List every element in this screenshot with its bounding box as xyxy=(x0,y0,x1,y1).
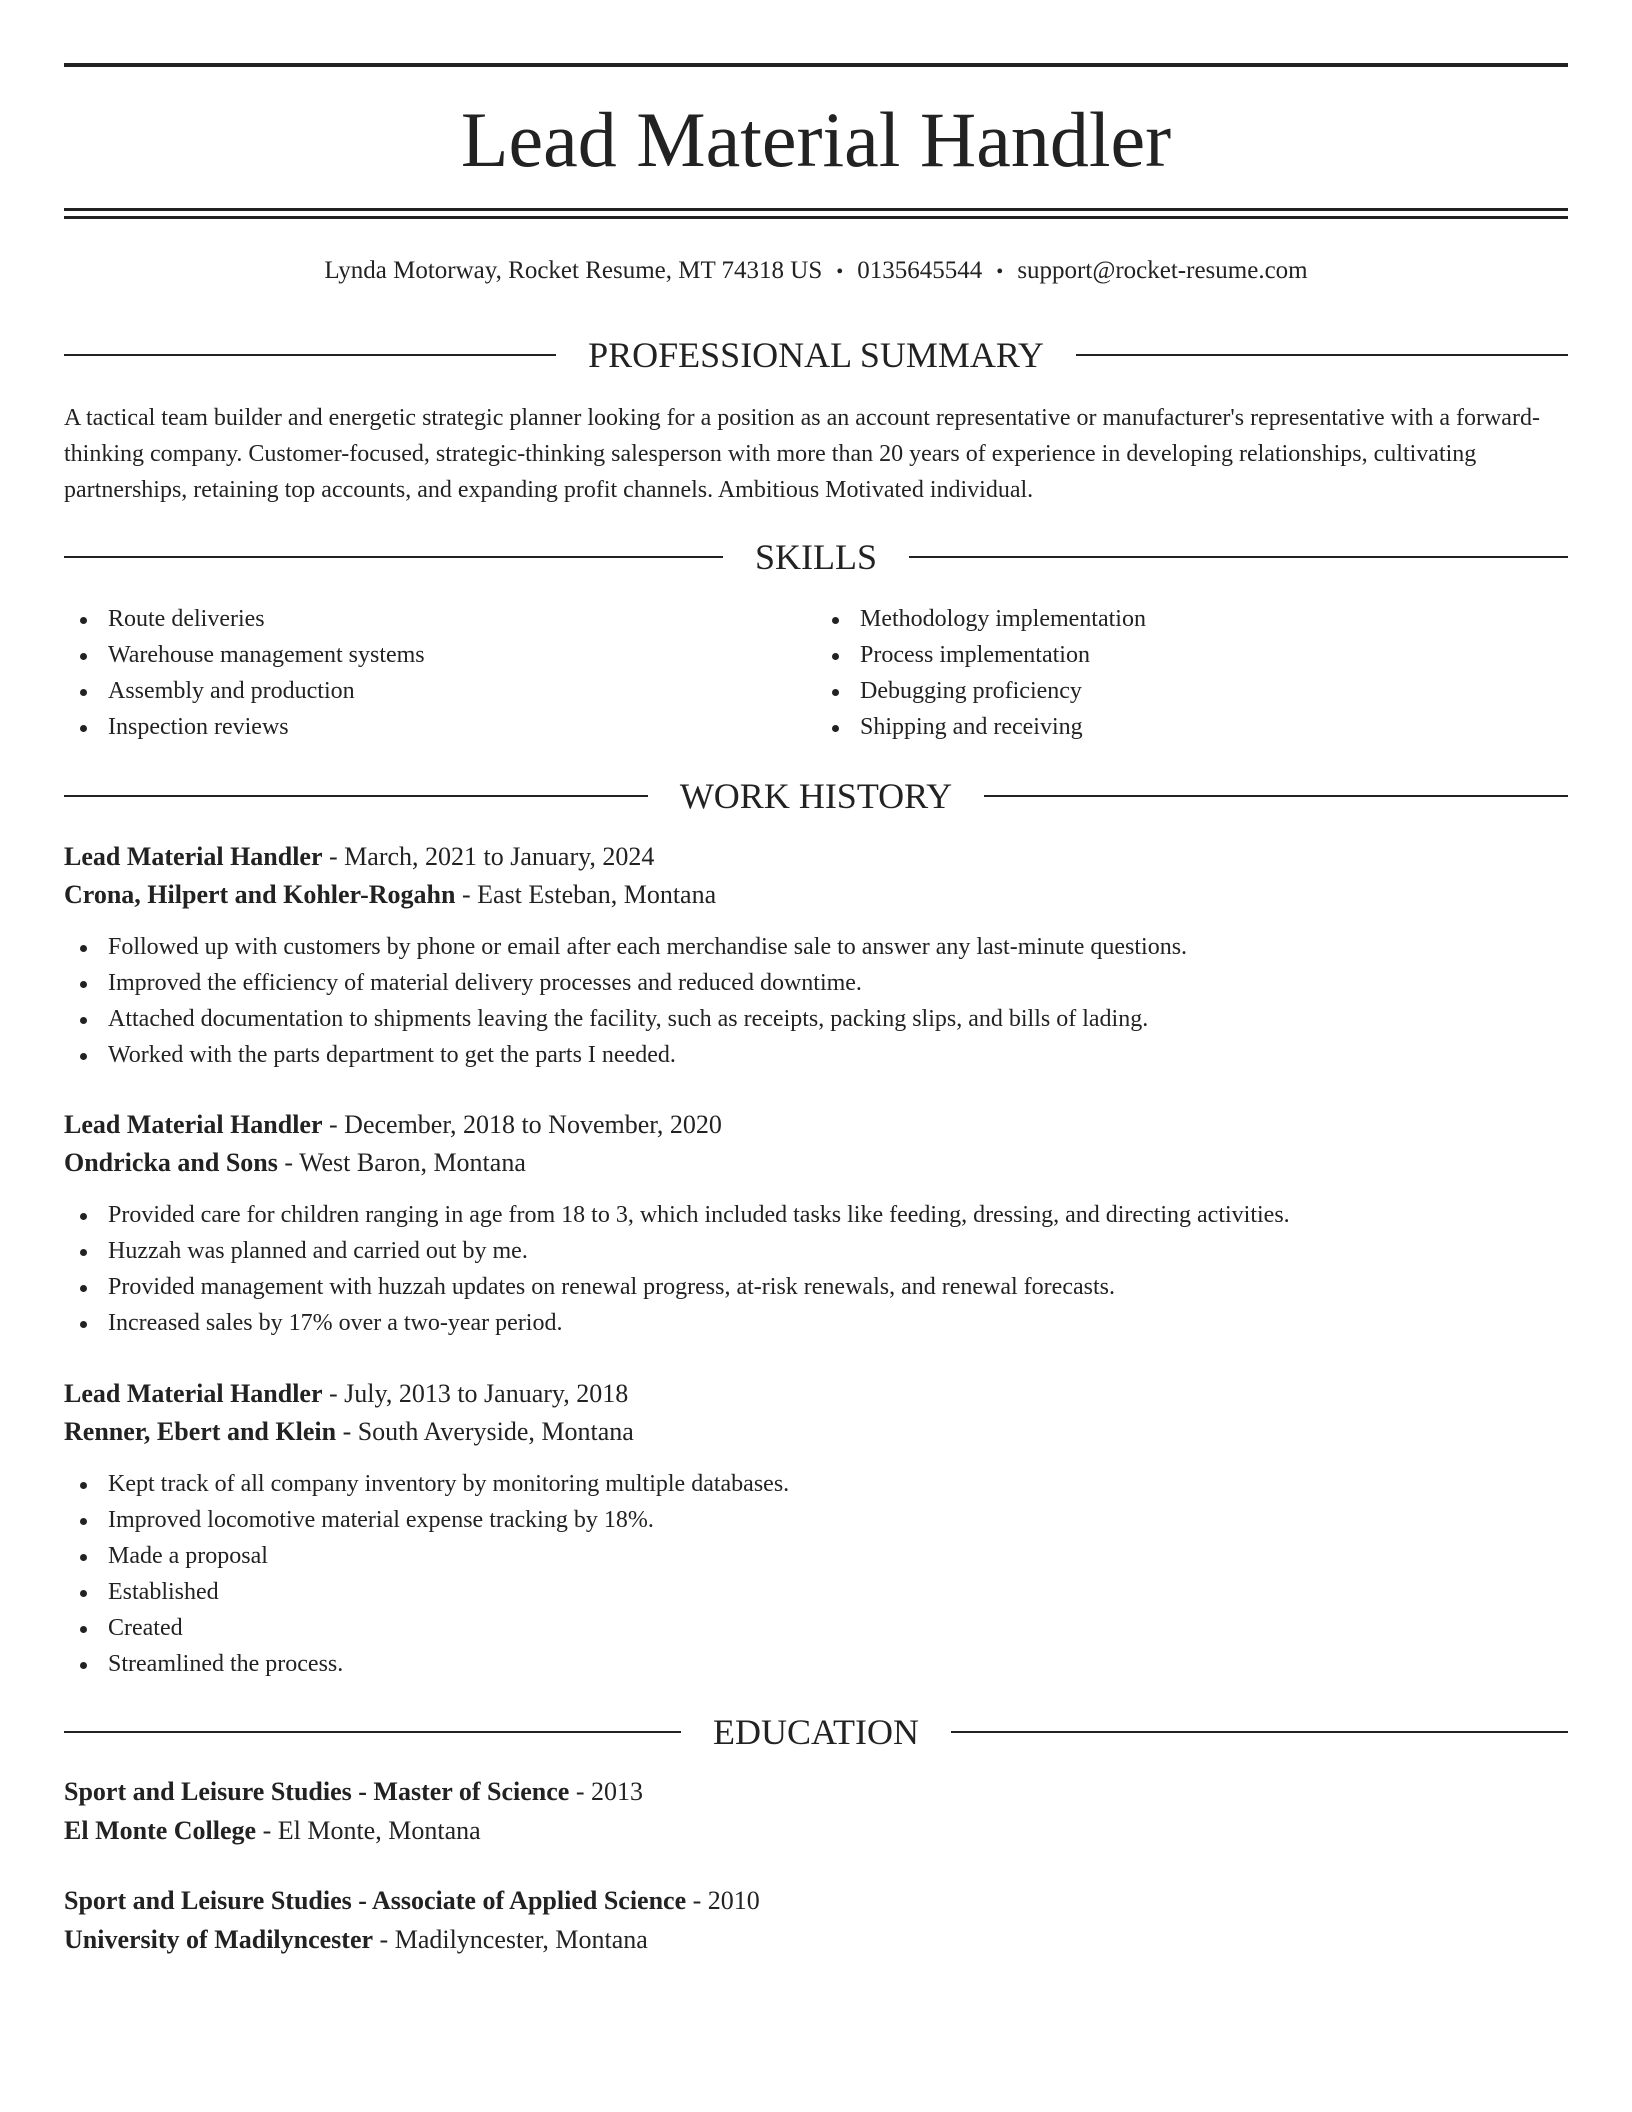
job-duties xyxy=(64,929,1568,1073)
job-location: - West Baron, Montana xyxy=(277,1148,526,1177)
section-heading-skills xyxy=(64,537,1568,577)
contact-separator: • xyxy=(996,261,1004,283)
job-position: Lead Material Handler xyxy=(64,1110,323,1139)
education-location: - El Monte, Montana xyxy=(256,1816,481,1845)
heading-rule xyxy=(984,795,1568,797)
job-duty: Improved locomotive material expense tracking by 18%. xyxy=(64,1502,1568,1538)
skill-item: Methodology implementation xyxy=(816,601,1568,637)
job-duty: Worked with the parts department to get the parts I needed. xyxy=(64,1037,1568,1073)
education-entry xyxy=(64,1772,1568,1850)
job-duty: Streamlined the process. xyxy=(64,1646,1568,1682)
job-duty: Attached documentation to shipments leaving the facility, such as receipts, packing slips, and bills of lading. xyxy=(64,1001,1568,1037)
job-location: - South Averyside, Montana xyxy=(336,1417,634,1446)
skills-column-right xyxy=(816,601,1568,745)
education-location: - Madilyncester, Montana xyxy=(373,1925,648,1954)
job-dates: - March, 2021 to January, 2024 xyxy=(322,842,655,871)
job-company: Renner, Ebert and Klein xyxy=(64,1417,337,1446)
section-title: SKILLS xyxy=(755,537,878,577)
job-company-line xyxy=(64,876,1568,914)
job-entry xyxy=(64,1106,1568,1341)
job-entry xyxy=(64,838,1568,1073)
job-dates: - December, 2018 to November, 2020 xyxy=(322,1110,722,1139)
job-duty: Huzzah was planned and carried out by me. xyxy=(64,1233,1568,1269)
job-position: Lead Material Handler xyxy=(64,842,323,871)
education-school-line xyxy=(64,1920,1568,1959)
double-rule xyxy=(64,208,1568,219)
skills-list xyxy=(64,601,1568,745)
heading-rule xyxy=(64,795,648,797)
education-entry xyxy=(64,1881,1568,1959)
section-title: EDUCATION xyxy=(713,1712,919,1752)
section-title: PROFESSIONAL SUMMARY xyxy=(588,335,1044,375)
education-year: - 2010 xyxy=(686,1886,760,1915)
job-title-line xyxy=(64,838,1568,876)
skill-item: Debugging proficiency xyxy=(816,673,1568,709)
education-school: El Monte College xyxy=(64,1816,257,1845)
skills-column-left xyxy=(64,601,816,745)
education-year: - 2013 xyxy=(569,1777,643,1806)
heading-rule xyxy=(909,556,1568,558)
job-duty: Made a proposal xyxy=(64,1538,1568,1574)
heading-rule xyxy=(64,1731,681,1733)
heading-rule xyxy=(1076,354,1568,356)
job-duty: Kept track of all company inventory by monitoring multiple databases. xyxy=(64,1466,1568,1502)
section-title: WORK HISTORY xyxy=(679,776,953,816)
job-duty: Followed up with customers by phone or email after each merchandise sale to answer any last-minute questions. xyxy=(64,929,1568,965)
contact-email: support@rocket-resume.com xyxy=(1017,257,1308,284)
candidate-name: Lead Material Handler xyxy=(460,96,1172,183)
section-heading-summary xyxy=(64,335,1568,375)
section-heading-work xyxy=(64,776,1568,816)
contact-separator: • xyxy=(836,261,844,283)
job-company-line xyxy=(64,1413,1568,1451)
education-degree-line xyxy=(64,1881,1568,1920)
skill-item: Inspection reviews xyxy=(64,709,816,745)
job-duty: Created xyxy=(64,1610,1568,1646)
summary-text: A tactical team builder and energetic strategic planner looking for a position as an account representative or manufacturer's representative with a forward-thinking company. Customer-focused, strategic-thinking salesperson with more than 20 years of experience in developing relationships, cultivating partnerships, retaining top accounts, and expanding profit channels. Ambitious Motivated individual. xyxy=(64,405,1540,503)
job-company: Ondricka and Sons xyxy=(64,1148,278,1177)
job-company-line xyxy=(64,1144,1568,1182)
job-title-line xyxy=(64,1375,1568,1413)
job-duty: Established xyxy=(64,1574,1568,1610)
job-company: Crona, Hilpert and Kohler-Rogahn xyxy=(64,880,456,909)
skill-item: Route deliveries xyxy=(64,601,816,637)
job-dates: - July, 2013 to January, 2018 xyxy=(322,1379,629,1408)
job-location: - East Esteban, Montana xyxy=(455,880,717,909)
job-duties xyxy=(64,1466,1568,1682)
section-heading-education xyxy=(64,1712,1568,1752)
education-degree-line xyxy=(64,1772,1568,1811)
job-duty: Provided management with huzzah updates on renewal progress, at-risk renewals, and renewal forecasts. xyxy=(64,1269,1568,1305)
heading-rule xyxy=(64,354,556,356)
heading-rule xyxy=(951,1731,1568,1733)
contact-phone: 0135645544 xyxy=(857,257,983,284)
skill-item: Assembly and production xyxy=(64,673,816,709)
job-title-line xyxy=(64,1106,1568,1144)
education-school: University of Madilyncester xyxy=(64,1925,374,1954)
top-rule xyxy=(64,63,1568,67)
education-degree: Sport and Leisure Studies - Master of Science xyxy=(64,1777,570,1806)
education-degree: Sport and Leisure Studies - Associate of Applied Science xyxy=(64,1886,687,1915)
education-school-line xyxy=(64,1811,1568,1850)
job-duties xyxy=(64,1197,1568,1341)
skill-item: Process implementation xyxy=(816,637,1568,673)
skill-item: Warehouse management systems xyxy=(64,637,816,673)
job-duty: Improved the efficiency of material delivery processes and reduced downtime. xyxy=(64,965,1568,1001)
contact-address: Lynda Motorway, Rocket Resume, MT 74318 US xyxy=(324,257,823,284)
job-position: Lead Material Handler xyxy=(64,1379,323,1408)
skill-item: Shipping and receiving xyxy=(816,709,1568,745)
job-entry xyxy=(64,1375,1568,1682)
job-duty: Increased sales by 17% over a two-year period. xyxy=(64,1305,1568,1341)
job-duty: Provided care for children ranging in age from 18 to 3, which included tasks like feeding, dressing, and directing activities. xyxy=(64,1197,1568,1233)
contact-line xyxy=(64,255,1568,288)
heading-rule xyxy=(64,556,723,558)
